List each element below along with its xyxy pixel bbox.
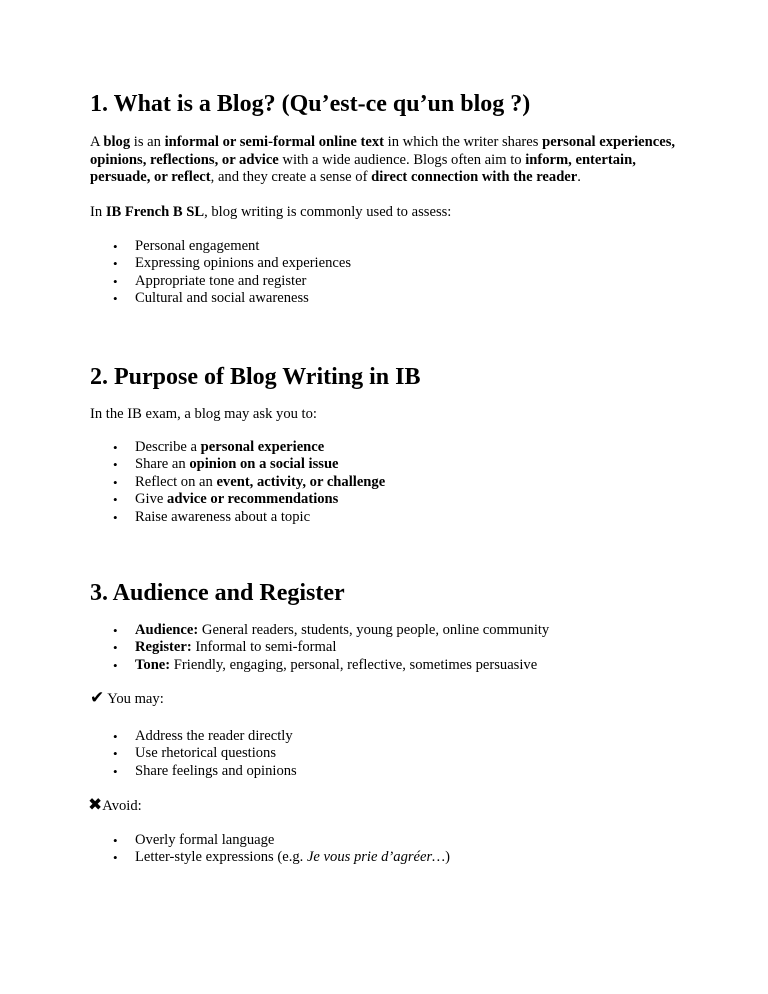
cross-icon: ✖ xyxy=(88,795,103,815)
avoid-label xyxy=(88,797,678,816)
list-item-text: Overly formal language xyxy=(135,832,275,848)
list-item-text: Use rhetorical questions xyxy=(135,745,277,762)
section-1-definition-paragraph xyxy=(90,134,680,187)
bullet-icon: • xyxy=(113,457,118,473)
bullet-icon: • xyxy=(113,623,118,638)
list-item-text: Share feelings and opinions xyxy=(135,762,297,779)
list-item xyxy=(90,491,690,508)
list-item xyxy=(90,273,690,290)
list-item-text: Raise awareness about a topic xyxy=(135,508,311,525)
section-2-purpose-list xyxy=(90,439,690,526)
definition-text-run: A xyxy=(90,134,104,150)
definition-text-run: informal or semi-formal online text xyxy=(164,134,385,150)
bullet-icon: • xyxy=(113,291,118,307)
list-item xyxy=(90,509,690,526)
definition-text-run: is an xyxy=(130,134,165,150)
definition-text-run: inform, entertain, persuade, or reflect xyxy=(90,151,636,185)
list-item-label: Tone: xyxy=(135,656,171,673)
list-item-text: Informal to semi-formal xyxy=(191,639,337,656)
list-item xyxy=(90,622,690,639)
bullet-icon: • xyxy=(113,440,118,455)
list-item xyxy=(90,439,690,456)
list-item-text: Describe a xyxy=(135,439,201,455)
you-may-label xyxy=(90,690,680,709)
definition-text-run: , and they create a sense of xyxy=(210,169,372,185)
list-item-text: Share an xyxy=(135,456,190,473)
you-may-text: You may: xyxy=(107,691,164,707)
list-item-text: Address the reader directly xyxy=(135,728,293,744)
list-item-label: Register: xyxy=(135,639,192,656)
list-item-text: Personal engagement xyxy=(135,238,260,254)
list-item-text: Appropriate tone and register xyxy=(135,272,307,289)
list-item-emphasis: event, activity, or challenge xyxy=(216,473,386,490)
bullet-icon: • xyxy=(113,833,118,848)
definition-text-run: in which the writer shares xyxy=(384,134,543,150)
list-item xyxy=(90,745,690,762)
section-3-heading: 3. Audience and Register xyxy=(90,580,345,606)
list-item-text: General readers, students, young people, online community xyxy=(198,622,550,638)
list-item-text: Expressing opinions and experiences xyxy=(135,255,352,272)
list-item xyxy=(90,474,690,491)
bullet-icon: • xyxy=(113,640,118,656)
definition-text-run: . xyxy=(577,169,581,185)
section-1-heading: 1. What is a Blog? (Qu’est-ce qu’un blog ?) xyxy=(90,91,531,117)
bullet-icon: • xyxy=(113,474,118,490)
list-item xyxy=(90,728,690,745)
checkmark-icon: ✔ xyxy=(90,688,105,708)
list-item xyxy=(90,255,690,272)
bullet-icon: • xyxy=(113,850,118,866)
list-item-text: ) xyxy=(445,849,451,866)
avoid-text: Avoid: xyxy=(102,798,142,814)
definition-text-run: blog xyxy=(103,134,131,150)
bullet-icon: • xyxy=(113,763,118,779)
list-item xyxy=(90,290,690,307)
list-item-example: Je vous prie d’agréer… xyxy=(306,849,446,866)
assessment-text-run: IB French B SL xyxy=(105,204,205,220)
list-item xyxy=(90,832,690,849)
definition-text-run: personal experiences, opinions, reflections, or advice xyxy=(90,134,676,168)
list-item-text: Letter-style expressions (e.g. xyxy=(135,849,307,866)
list-item-emphasis: personal experience xyxy=(200,439,325,455)
list-item-emphasis: advice or recommendations xyxy=(167,491,339,508)
bullet-icon: • xyxy=(113,273,118,289)
list-item-label: Audience: xyxy=(135,622,199,638)
you-may-list xyxy=(90,728,690,780)
list-item xyxy=(90,657,690,674)
list-item xyxy=(90,849,690,866)
list-item-text: Cultural and social awareness xyxy=(135,290,309,307)
list-item-text: Friendly, engaging, personal, reflective, sometimes persuasive xyxy=(170,656,538,673)
list-item-emphasis: opinion on a social issue xyxy=(189,456,339,473)
bullet-icon: • xyxy=(113,746,118,762)
section-3-audience-list xyxy=(90,622,690,674)
list-item xyxy=(90,763,690,780)
section-2-intro: In the IB exam, a blog may ask you to: xyxy=(90,406,317,422)
bullet-icon: • xyxy=(113,256,118,272)
list-item xyxy=(90,238,690,255)
bullet-icon: • xyxy=(113,657,118,673)
bullet-icon: • xyxy=(113,729,118,744)
bullet-icon: • xyxy=(113,239,118,254)
bullet-icon: • xyxy=(113,492,118,508)
list-item-text: Give xyxy=(135,491,168,508)
assessment-text-run: In xyxy=(90,204,106,220)
list-item xyxy=(90,639,690,656)
section-2-heading: 2. Purpose of Blog Writing in IB xyxy=(90,364,421,390)
avoid-list xyxy=(90,832,690,867)
definition-text-run: with a wide audience. Blogs often aim to xyxy=(278,151,526,168)
section-1-assessment-list xyxy=(90,238,690,308)
list-item-text: Reflect on an xyxy=(135,473,217,490)
definition-text-run: direct connection with the reader xyxy=(371,169,578,185)
bullet-icon: • xyxy=(113,509,118,525)
list-item xyxy=(90,456,690,473)
assessment-text-run: , blog writing is commonly used to assess: xyxy=(204,204,452,220)
section-1-assessment-paragraph xyxy=(90,204,680,222)
